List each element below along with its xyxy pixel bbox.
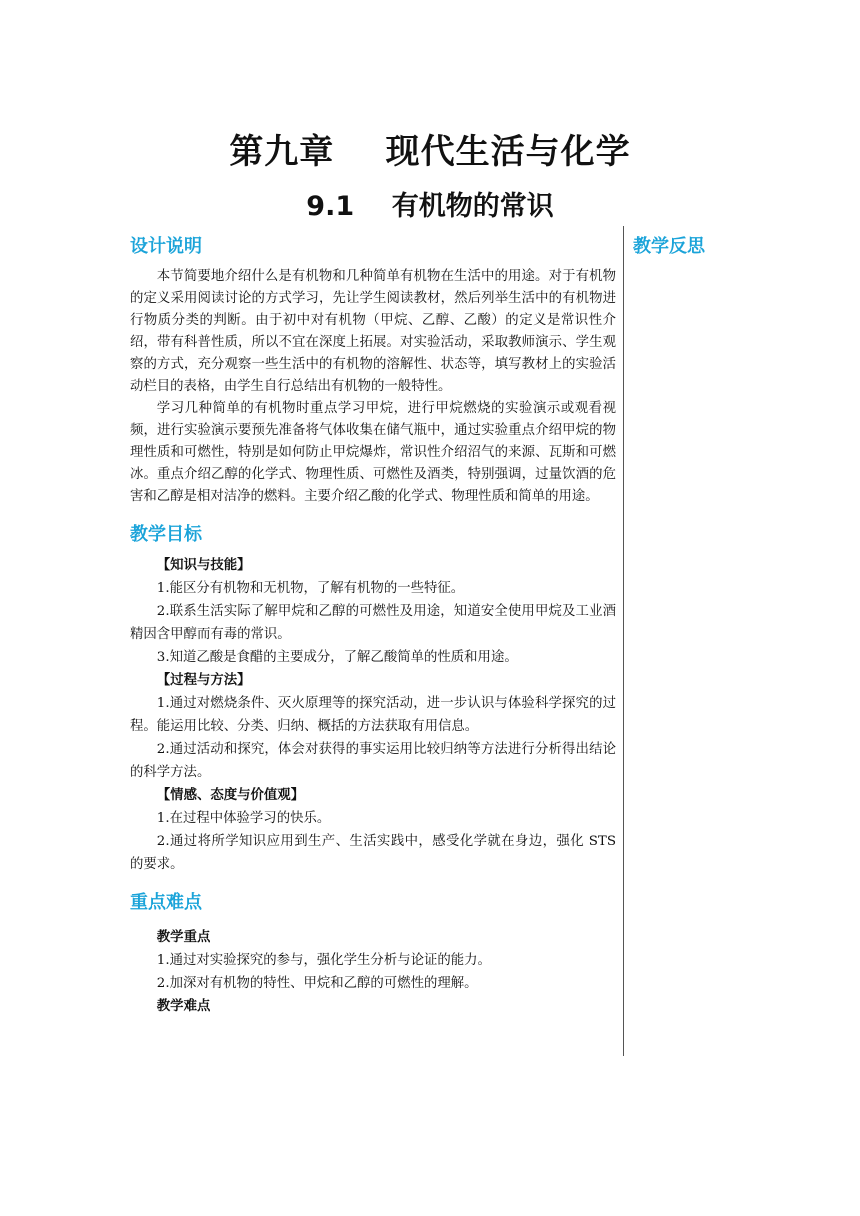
process-methods-title: 【过程与方法】 (156, 673, 251, 688)
section-title: 9.1 有机物的常识 (306, 191, 554, 222)
design-paragraph: 学习几种简单的有机物时重点学习甲烷，进行甲烷燃烧的实验演示或观看视频，进行实验演示要预先准备将气体收集在储气瓶中，通过实验重点介绍甲烷的物理性质和可燃性，特别是如何防止甲烷爆炸，常识性介绍沼气的来源、瓦斯和可燃冰。重点介绍乙醇的化学式、物理性质、可燃性及酒类，特别强调，过量饮酒的危害和乙醇是相对洁净的燃料。主要介绍乙酸的化学式、物理性质和简单的用途。 (130, 401, 616, 504)
emotion-values-title: 【情感、态度与价值观】 (156, 788, 305, 803)
goal-item: 3.知道乙酸是食醋的主要成分，了解乙酸简单的性质和用途。 (156, 650, 518, 665)
goals-section (130, 520, 616, 876)
design-paragraph: 本节简要地介绍什么是有机物和几种简单有机物在生活中的用途。对于有机物的定义采用阅读讨论的方式学习，先让学生阅读教材，然后列举生活中的有机物进行物质分类的判断。由于初中对有机物（甲烷、乙醇、乙酸）的定义是常识性介绍，带有科普性质，所以不宜在深度上拓展。对实验活动，采取教师演示、学生观察的方式，充分观察一些生活中的有机物的溶解性、状态等，填写教材上的实验活动栏目的表格，由学生自行总结出有机物的一般特性。 (130, 269, 616, 394)
goal-item: 2.联系生活实际了解甲烷和乙醇的可燃性及用途，知道安全使用甲烷及工业酒精因含甲醇而有毒的常识。 (130, 604, 616, 642)
goal-item: 1.能区分有机物和无机物，了解有机物的一些特征。 (156, 581, 465, 596)
design-heading: 设计说明 (130, 236, 202, 257)
chapter-title: 第九章 现代生活与化学 (229, 132, 631, 172)
design-section (130, 232, 616, 508)
keypoints-section (130, 888, 616, 1018)
column-divider (623, 226, 624, 1056)
reflection-heading: 教学反思 (633, 236, 705, 257)
goal-item: 1.通过对燃烧条件、灭火原理等的探究活动，进一步认识与体验科学探究的过程。能运用比较、分类、归纳、概括的方法获取有用信息。 (130, 696, 616, 734)
focus-item: 1.通过对实验探究的参与，强化学生分析与论证的能力。 (156, 953, 491, 968)
knowledge-skills-title: 【知识与技能】 (156, 558, 251, 573)
keypoints-heading: 重点难点 (130, 892, 202, 913)
goals-heading: 教学目标 (130, 524, 202, 545)
focus-item: 2.加深对有机物的特性、甲烷和乙醇的可燃性的理解。 (156, 976, 478, 991)
main-column (130, 232, 616, 1018)
goal-item: 1.在过程中体验学习的快乐。 (156, 811, 331, 826)
goal-item: 2.通过活动和探究，体会对获得的事实运用比较归纳等方法进行分析得出结论的科学方法。 (130, 742, 616, 780)
reflection-column (633, 232, 793, 262)
goal-item: 2.通过将所学知识应用到生产、生活实践中，感受化学就在身边，强化 STS 的要求。 (130, 834, 616, 872)
teaching-difficulty-title: 教学难点 (156, 999, 211, 1014)
teaching-focus-title: 教学重点 (156, 930, 211, 945)
